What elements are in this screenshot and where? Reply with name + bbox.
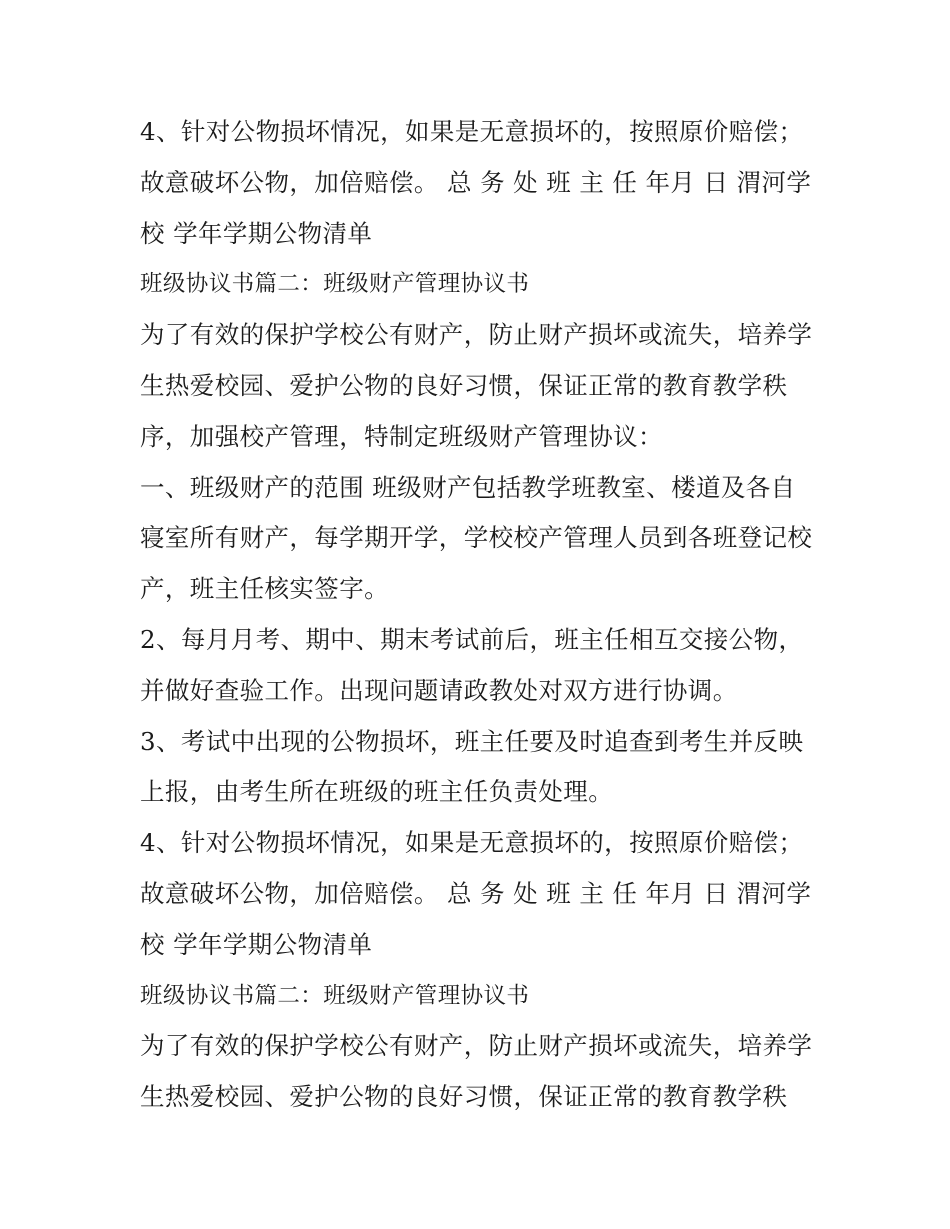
text-line: 生热爱校园、爱护公物的良好习惯，保证正常的教育教学秩 — [140, 370, 788, 400]
text-line: 寝室所有财产，每学期开学，学校校产管理人员到各班登记校 — [140, 523, 813, 553]
text-line: 4、针对公物损坏情况，如果是无意损坏的，按照原价赔偿； — [140, 828, 804, 858]
text-line: 4、针对公物损坏情况，如果是无意损坏的，按照原价赔偿； — [140, 117, 804, 146]
text-line: 校 学年学期公物清单 — [140, 218, 373, 248]
text-line: 为了有效的保护学校公有财产，防止财产损坏或流失，培养学 — [140, 1031, 813, 1061]
section-heading: 班级协议书篇二：班级财产管理协议书 — [140, 982, 530, 1009]
text-line: 序，加强校产管理，特制定班级财产管理协议： — [140, 421, 663, 451]
text-line: 生热爱校园、爱护公物的良好习惯，保证正常的教育教学秩 — [140, 1082, 788, 1112]
text-line: 2、每月月考、期中、期末考试前后，班主任相互交接公物， — [140, 624, 804, 654]
text-line: 上报，由考生所在班级的班主任负责处理。 — [140, 777, 614, 807]
document-body — [140, 107, 820, 1123]
text-line: 并做好查验工作。出现问题请政教处对双方进行协调。 — [140, 675, 738, 705]
text-line: 产，班主任核实签字。 — [140, 574, 389, 604]
section-heading: 班级协议书篇二：班级财产管理协议书 — [140, 271, 530, 298]
text-line: 一、班级财产的范围 班级财产包括教学班教室、楼道及各自 — [140, 472, 796, 502]
text-line: 为了有效的保护学校公有财产，防止财产损坏或流失，培养学 — [140, 320, 813, 350]
text-line: 校 学年学期公物清单 — [140, 929, 373, 959]
text-line: 3、考试中出现的公物损坏，班主任要及时追查到考生并反映 — [140, 726, 804, 756]
text-line: 故意破坏公物，加倍赔偿。 总 务 处 班 主 任 年月 日 渭河学 — [140, 167, 812, 197]
text-line: 故意破坏公物，加倍赔偿。 总 务 处 班 主 任 年月 日 渭河学 — [140, 878, 812, 908]
